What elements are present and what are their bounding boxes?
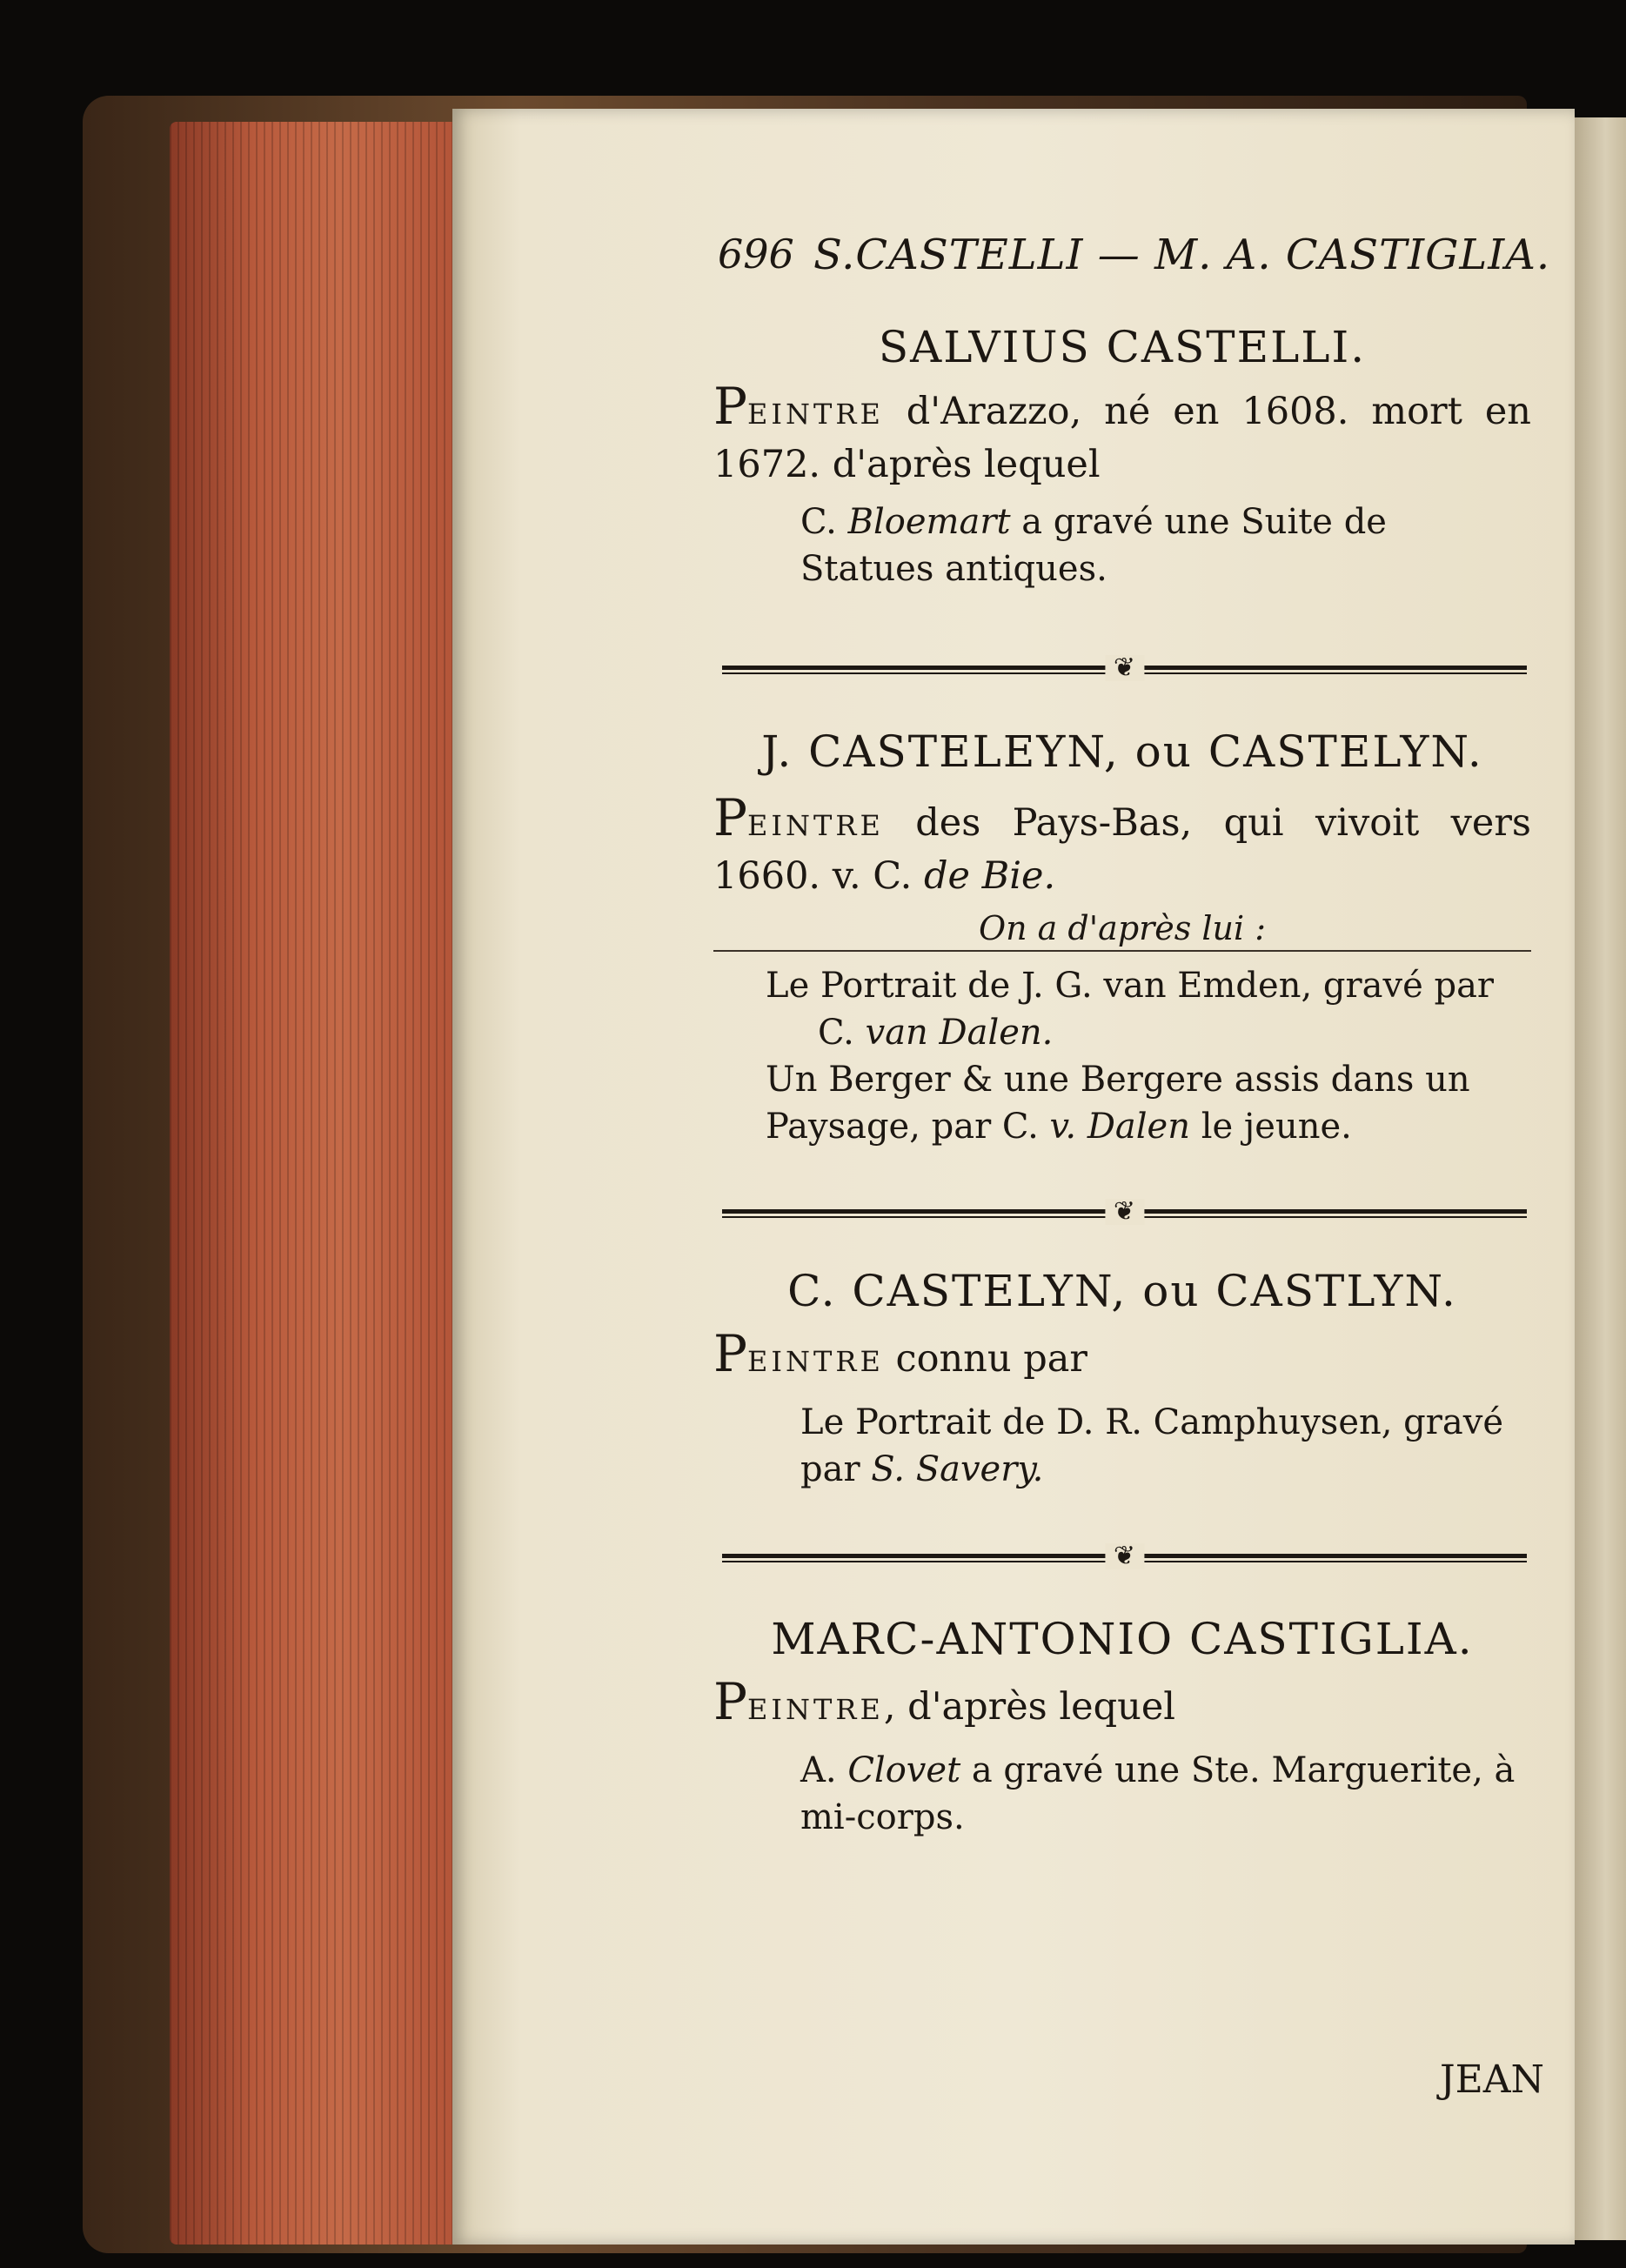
page-edges bbox=[170, 122, 457, 2245]
entry-castelyn bbox=[713, 1266, 1531, 1493]
entry-intro bbox=[713, 377, 1531, 490]
page-number: 696 bbox=[718, 231, 794, 278]
work-text: Le Portrait de D. R. Camphuysen, gravé par bbox=[800, 1402, 1504, 1489]
entry-title: MARC-ANTONIO CASTIGLIA. bbox=[771, 1614, 1474, 1664]
work-item bbox=[713, 962, 1531, 1009]
facing-page-edge bbox=[1575, 117, 1626, 2240]
work-text: a gravé une Ste. Marguerite, à mi-corps. bbox=[800, 1750, 1516, 1837]
work-item bbox=[713, 1399, 1531, 1493]
work-suffix: le jeune. bbox=[1189, 1107, 1352, 1147]
work-text: Le Portrait de J. G. van Emden, gravé par bbox=[766, 966, 1495, 1006]
intro-text: des Pays-Bas, qui vivoit vers 1660. v. C. bbox=[713, 801, 1531, 898]
work-continuation bbox=[713, 1009, 1531, 1056]
engraver-name: S. Savery. bbox=[871, 1449, 1044, 1489]
work-text: Un Berger & une Bergere assis dans un Paysage, par C. bbox=[766, 1060, 1470, 1147]
entry-intro bbox=[713, 1324, 1531, 1387]
fleuron-icon: ❦ bbox=[1105, 1199, 1144, 1225]
entry-title: SALVIUS CASTELLI. bbox=[878, 322, 1367, 372]
entry-intro bbox=[713, 1672, 1531, 1735]
intro-smallcaps: EINTRE bbox=[747, 809, 884, 842]
running-head: S.CASTELLI — M. A. CASTIGLIA. bbox=[813, 231, 1551, 279]
intro-smallcaps: EINTRE bbox=[747, 398, 884, 431]
entry-intro bbox=[713, 788, 1531, 901]
work-prefix: C. bbox=[818, 1013, 866, 1053]
engraver-name: Clovet bbox=[847, 1750, 961, 1790]
entry-castiglia bbox=[713, 1614, 1531, 1841]
work-item bbox=[713, 1747, 1531, 1841]
intro-smallcaps: EINTRE bbox=[747, 1345, 884, 1378]
engraver-name: van Dalen. bbox=[865, 1013, 1054, 1053]
fleuron-icon: ❦ bbox=[1105, 1543, 1144, 1569]
intro-text: connu par bbox=[883, 1337, 1087, 1381]
intro-reference: de Bie. bbox=[924, 854, 1056, 898]
entry-title: J. CASTELEYN, ou CASTELYN. bbox=[761, 726, 1483, 777]
ornamental-rule bbox=[722, 1541, 1527, 1571]
intro-smallcaps: EINTRE bbox=[747, 1693, 884, 1726]
work-item bbox=[713, 498, 1531, 592]
engraver-name: v. Dalen bbox=[1049, 1107, 1190, 1147]
page-header bbox=[718, 231, 1551, 291]
work-prefix: A. bbox=[800, 1750, 848, 1790]
ornamental-rule bbox=[722, 1196, 1527, 1227]
intro-text: , d'après lequel bbox=[883, 1685, 1176, 1729]
intro-text: d'Arazzo, né en 1608. mort en 1672. d'après lequel bbox=[713, 390, 1531, 486]
catchword: JEAN bbox=[1440, 2057, 1545, 2102]
work-item bbox=[713, 1056, 1531, 1150]
drop-initial: P bbox=[713, 377, 748, 436]
work-prefix: C. bbox=[800, 502, 848, 542]
fleuron-icon: ❦ bbox=[1105, 655, 1144, 681]
entry-title: C. CASTELYN, ou CASTLYN. bbox=[787, 1266, 1457, 1316]
drop-initial: P bbox=[713, 1672, 748, 1731]
entry-casteleyn bbox=[713, 726, 1531, 1150]
work-text: a gravé une Suite de Statues antiques. bbox=[800, 502, 1387, 589]
drop-initial: P bbox=[713, 1324, 748, 1383]
drop-initial: P bbox=[713, 788, 748, 847]
ornamental-rule bbox=[722, 652, 1527, 683]
engraver-name: Bloemart bbox=[847, 502, 1011, 542]
entry-salvius-castelli bbox=[713, 322, 1531, 592]
section-subheading: On a d'après lui : bbox=[713, 907, 1531, 952]
